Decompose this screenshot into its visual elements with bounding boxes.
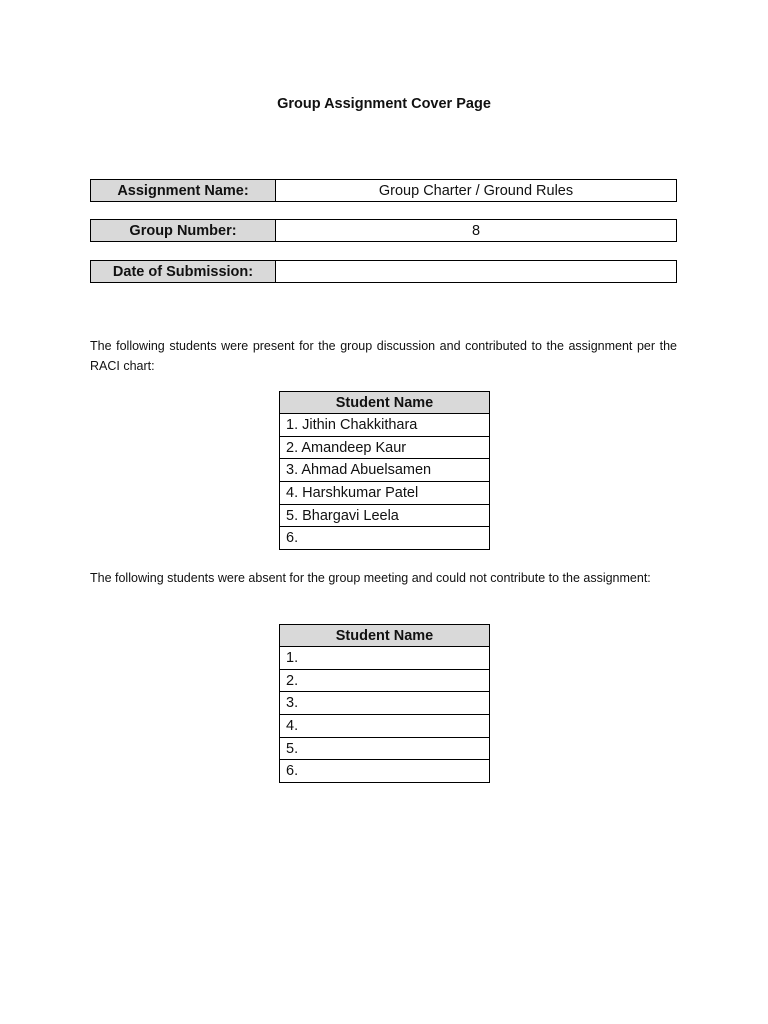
date-of-submission-label: Date of Submission:	[91, 261, 276, 282]
absent-students-intro: The following students were absent for the group meeting and could not contribute to the assignment:	[90, 571, 651, 585]
table-row	[280, 737, 490, 760]
student-cell: 3.	[280, 692, 490, 715]
student-cell: 4.	[280, 715, 490, 738]
assignment-name-value: Group Charter / Ground Rules	[378, 182, 574, 199]
table-row	[280, 436, 490, 459]
student-cell: 1.	[280, 647, 490, 670]
table-row	[280, 482, 490, 505]
student-cell: 6.	[280, 527, 490, 550]
table-row	[280, 647, 490, 670]
table-row	[280, 459, 490, 482]
table-row	[280, 715, 490, 738]
student-cell: 2. Amandeep Kaur	[280, 436, 490, 459]
page-title: Group Assignment Cover Page	[277, 96, 491, 112]
present-students-table	[279, 391, 490, 550]
table-row	[280, 669, 490, 692]
group-number-label: Group Number:	[91, 220, 276, 241]
table-row	[280, 527, 490, 550]
assignment-name-row	[90, 179, 677, 202]
assignment-name-label: Assignment Name:	[91, 180, 276, 201]
date-of-submission-row	[90, 260, 677, 283]
student-cell: 5.	[280, 737, 490, 760]
student-name-header: Student Name	[280, 625, 490, 647]
table-row	[280, 414, 490, 437]
group-number-row	[90, 219, 677, 242]
student-cell: 4. Harshkumar Patel	[280, 482, 490, 505]
student-cell: 2.	[280, 669, 490, 692]
table-row	[280, 504, 490, 527]
table-header-row	[280, 625, 490, 647]
student-cell: 6.	[280, 760, 490, 783]
student-cell: 5. Bhargavi Leela	[280, 504, 490, 527]
present-students-intro: The following students were present for the group discussion and contributed to the assignment per the RACI chart:	[90, 339, 677, 373]
student-cell: 1. Jithin Chakkithara	[280, 414, 490, 437]
date-of-submission-value	[276, 261, 676, 282]
group-number-value: 8	[471, 222, 481, 239]
table-header-row	[280, 392, 490, 414]
student-cell: 3. Ahmad Abuelsamen	[280, 459, 490, 482]
absent-students-table	[279, 624, 490, 783]
table-row	[280, 692, 490, 715]
student-name-header: Student Name	[280, 392, 490, 414]
table-row	[280, 760, 490, 783]
